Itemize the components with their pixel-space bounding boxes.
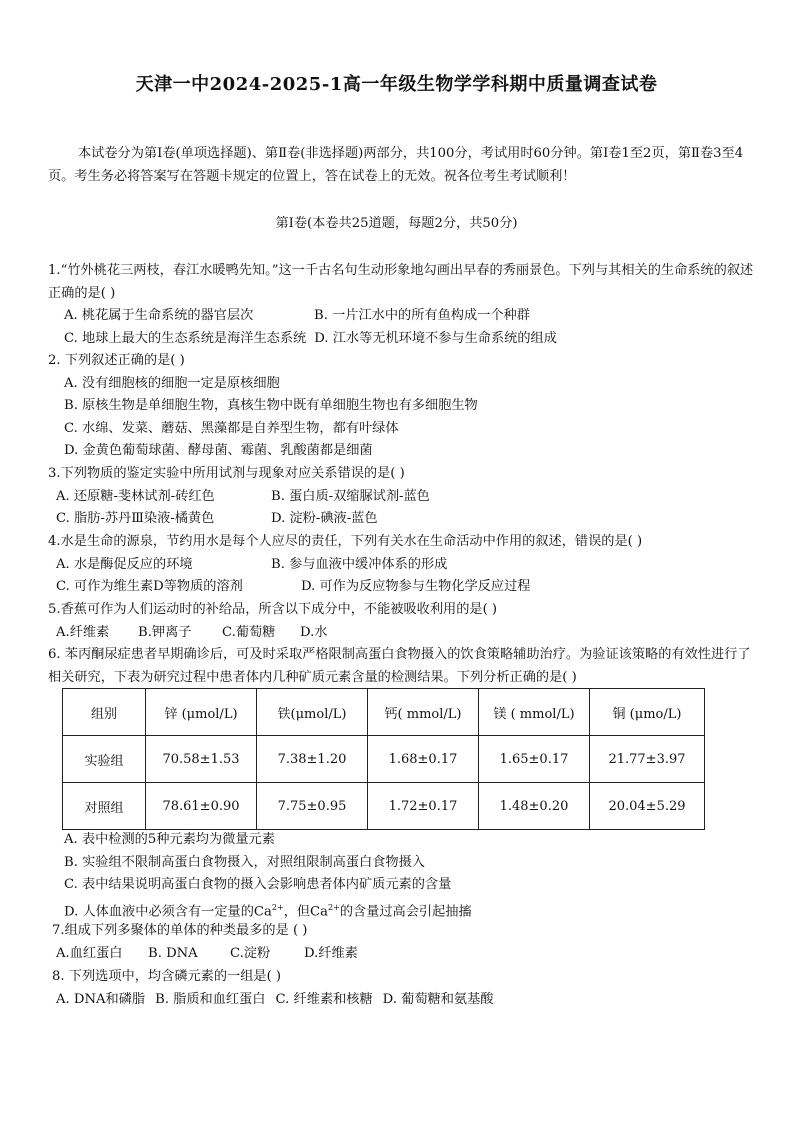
option-d: D. 可作为反应物参与生物化学反应过程 — [301, 579, 531, 594]
table-cell: 78.61±0.90 — [146, 783, 257, 830]
table-header: 铜 (μmo/L) — [590, 689, 705, 736]
question-2 — [48, 350, 758, 463]
question-stem: 3.下列物质的鉴定实验中所用试剂与现象对应关系错误的是( ) — [48, 466, 405, 481]
option-d: D. 葡萄糖和氨基酸 — [382, 991, 494, 1007]
option-d-text: D. 人体血液中必须含有一定量的Ca — [64, 903, 272, 919]
table-header-row — [63, 689, 705, 736]
option-c: C. 水绵、发菜、蘑菇、黑藻都是自养型生物，都有叶绿体 — [64, 420, 399, 436]
question-stem: 1.“竹外桃花三两枝，春江水暖鸭先知。”这一千古名句生动形象地勾画出早春的秀丽景色。下列与其相关的生命系统的叙述正确的是( ) — [48, 263, 754, 301]
table-cell: 对照组 — [63, 783, 146, 830]
table-header: 镁 ( mmol/L) — [479, 689, 590, 736]
question-7 — [48, 920, 758, 965]
section-heading: 第Ⅰ卷(本卷共25道题，每题2分，共50分) — [275, 216, 518, 231]
table-cell: 实验组 — [63, 736, 146, 783]
option-d: D. 淀粉-碘液-蓝色 — [271, 511, 378, 526]
question-3 — [48, 463, 758, 531]
option-a: A. 表中检测的5种元素均为微量元素 — [64, 832, 275, 847]
table-cell: 1.68±0.17 — [368, 736, 479, 783]
question-stem: 6. 苯丙酮尿症患者早期确诊后，可及时采取严格限制高蛋白食物摄入的饮食策略辅助治疗。为验证该策略的有效性进行了相关研究，下表为研究过程中患者体内几种矿质元素含量的检测结果。下列分析正确的是( ) — [48, 647, 751, 685]
option-b: B.钾离子 — [138, 624, 192, 640]
question-6 — [48, 644, 758, 689]
table-header: 铁(μmol/L) — [257, 689, 368, 736]
option-b: B. 脂质和血红蛋白 — [155, 991, 266, 1007]
option-c: C. 地球上最大的生态系统是海洋生态系统 — [64, 330, 307, 346]
question-stem: 2. 下列叙述正确的是( ) — [48, 353, 185, 368]
table-cell: 21.77±3.97 — [590, 736, 705, 783]
option-c: C. 纤维素和核糖 — [275, 991, 373, 1007]
option-b: B. 原核生物是单细胞生物，真核生物中既有单细胞生物也有多细胞生物 — [64, 398, 478, 413]
option-d: D. 金黄色葡萄球菌、酵母菌、霉菌、乳酸菌都是细菌 — [64, 443, 373, 458]
table-cell: 70.58±1.53 — [146, 736, 257, 783]
option-a: A. 水是酶促反应的环境 — [56, 556, 193, 572]
option-a: A. DNA和磷脂 — [56, 991, 146, 1007]
option-a: A.纤维素 — [56, 624, 110, 640]
option-a: A. 桃花属于生命系统的器官层次 — [64, 308, 254, 323]
option-d-text: ，但Ca — [283, 903, 329, 919]
table-cell: 7.75±0.95 — [257, 783, 368, 830]
option-b: B. 参与血液中缓冲体系的形成 — [271, 556, 448, 572]
question-stem: 4.水是生命的源泉，节约用水是每个人应尽的责任，下列有关水在生命活动中作用的叙述，错误的是( ) — [48, 534, 643, 549]
table-cell: 7.38±1.20 — [257, 736, 368, 783]
question-6-options — [48, 829, 758, 923]
superscript: 2+ — [271, 902, 284, 912]
question-8 — [48, 966, 758, 1011]
superscript: 2+ — [328, 902, 340, 912]
table-cell: 1.48±0.20 — [479, 783, 590, 830]
mineral-content-table — [62, 688, 705, 830]
option-b: B. DNA — [148, 945, 198, 961]
page-title: 天津一中2024-2025-1高一年级生物学学科期中质量调查试卷 — [135, 74, 658, 95]
table-header: 锌 (μmol/L) — [146, 689, 257, 736]
option-b: B. 一片江水中的所有鱼构成一个种群 — [314, 308, 530, 323]
question-5 — [48, 599, 758, 644]
table-header: 组别 — [63, 689, 146, 736]
table-header: 钙( mmol/L) — [368, 689, 479, 736]
question-stem: 7.组成下列多聚体的单体的种类最多的是 ( ) — [52, 923, 308, 938]
table-cell: 1.65±0.17 — [479, 736, 590, 783]
question-stem: 5.香蕉可作为人们运动时的补给品，所含以下成分中，不能被吸收利用的是( ) — [48, 602, 498, 617]
option-d: D.水 — [300, 624, 328, 640]
question-stem: 8. 下列选项中，均含磷元素的一组是( ) — [52, 969, 282, 984]
option-b: B. 实验组不限制高蛋白食物摄入，对照组限制高蛋白食物摄入 — [64, 854, 425, 870]
option-c: C. 脂肪-苏丹Ⅲ染液-橘黄色 — [56, 511, 215, 526]
table-row — [63, 783, 705, 830]
option-c: C. 可作为维生素D等物质的溶剂 — [56, 579, 243, 594]
option-d: D. 江水等无机环境不参与生命系统的组成 — [314, 330, 557, 346]
option-d-text: 的含量过高会引起抽搐 — [339, 903, 472, 919]
table-cell: 1.72±0.17 — [368, 783, 479, 830]
question-4 — [48, 531, 758, 599]
table-cell: 20.04±5.29 — [590, 783, 705, 830]
exam-instructions: 本试卷分为第Ⅰ卷(单项选择题)、第Ⅱ卷(非选择题)两部分，共100分，考试用时60分钟。第Ⅰ卷1至2页，第Ⅱ卷3至4页。考生务必将答案写在答题卡规定的位置上，答在试卷上的无效。祝各位考生考试顺利！ — [48, 146, 744, 184]
option-d: D.纤维素 — [304, 945, 358, 961]
option-b: B. 蛋白质-双缩脲试剂-蓝色 — [271, 488, 430, 504]
table-row — [63, 736, 705, 783]
option-a: A. 没有细胞核的细胞一定是原核细胞 — [64, 375, 280, 391]
option-a: A.血红蛋白 — [56, 945, 123, 961]
question-1 — [48, 260, 758, 350]
option-c: C.葡萄糖 — [222, 624, 276, 640]
option-c: C.淀粉 — [230, 945, 271, 961]
option-a: A. 还原糖-斐林试剂-砖红色 — [56, 488, 215, 504]
option-c: C. 表中结果说明高蛋白食物的摄入会影响患者体内矿质元素的含量 — [64, 877, 452, 892]
